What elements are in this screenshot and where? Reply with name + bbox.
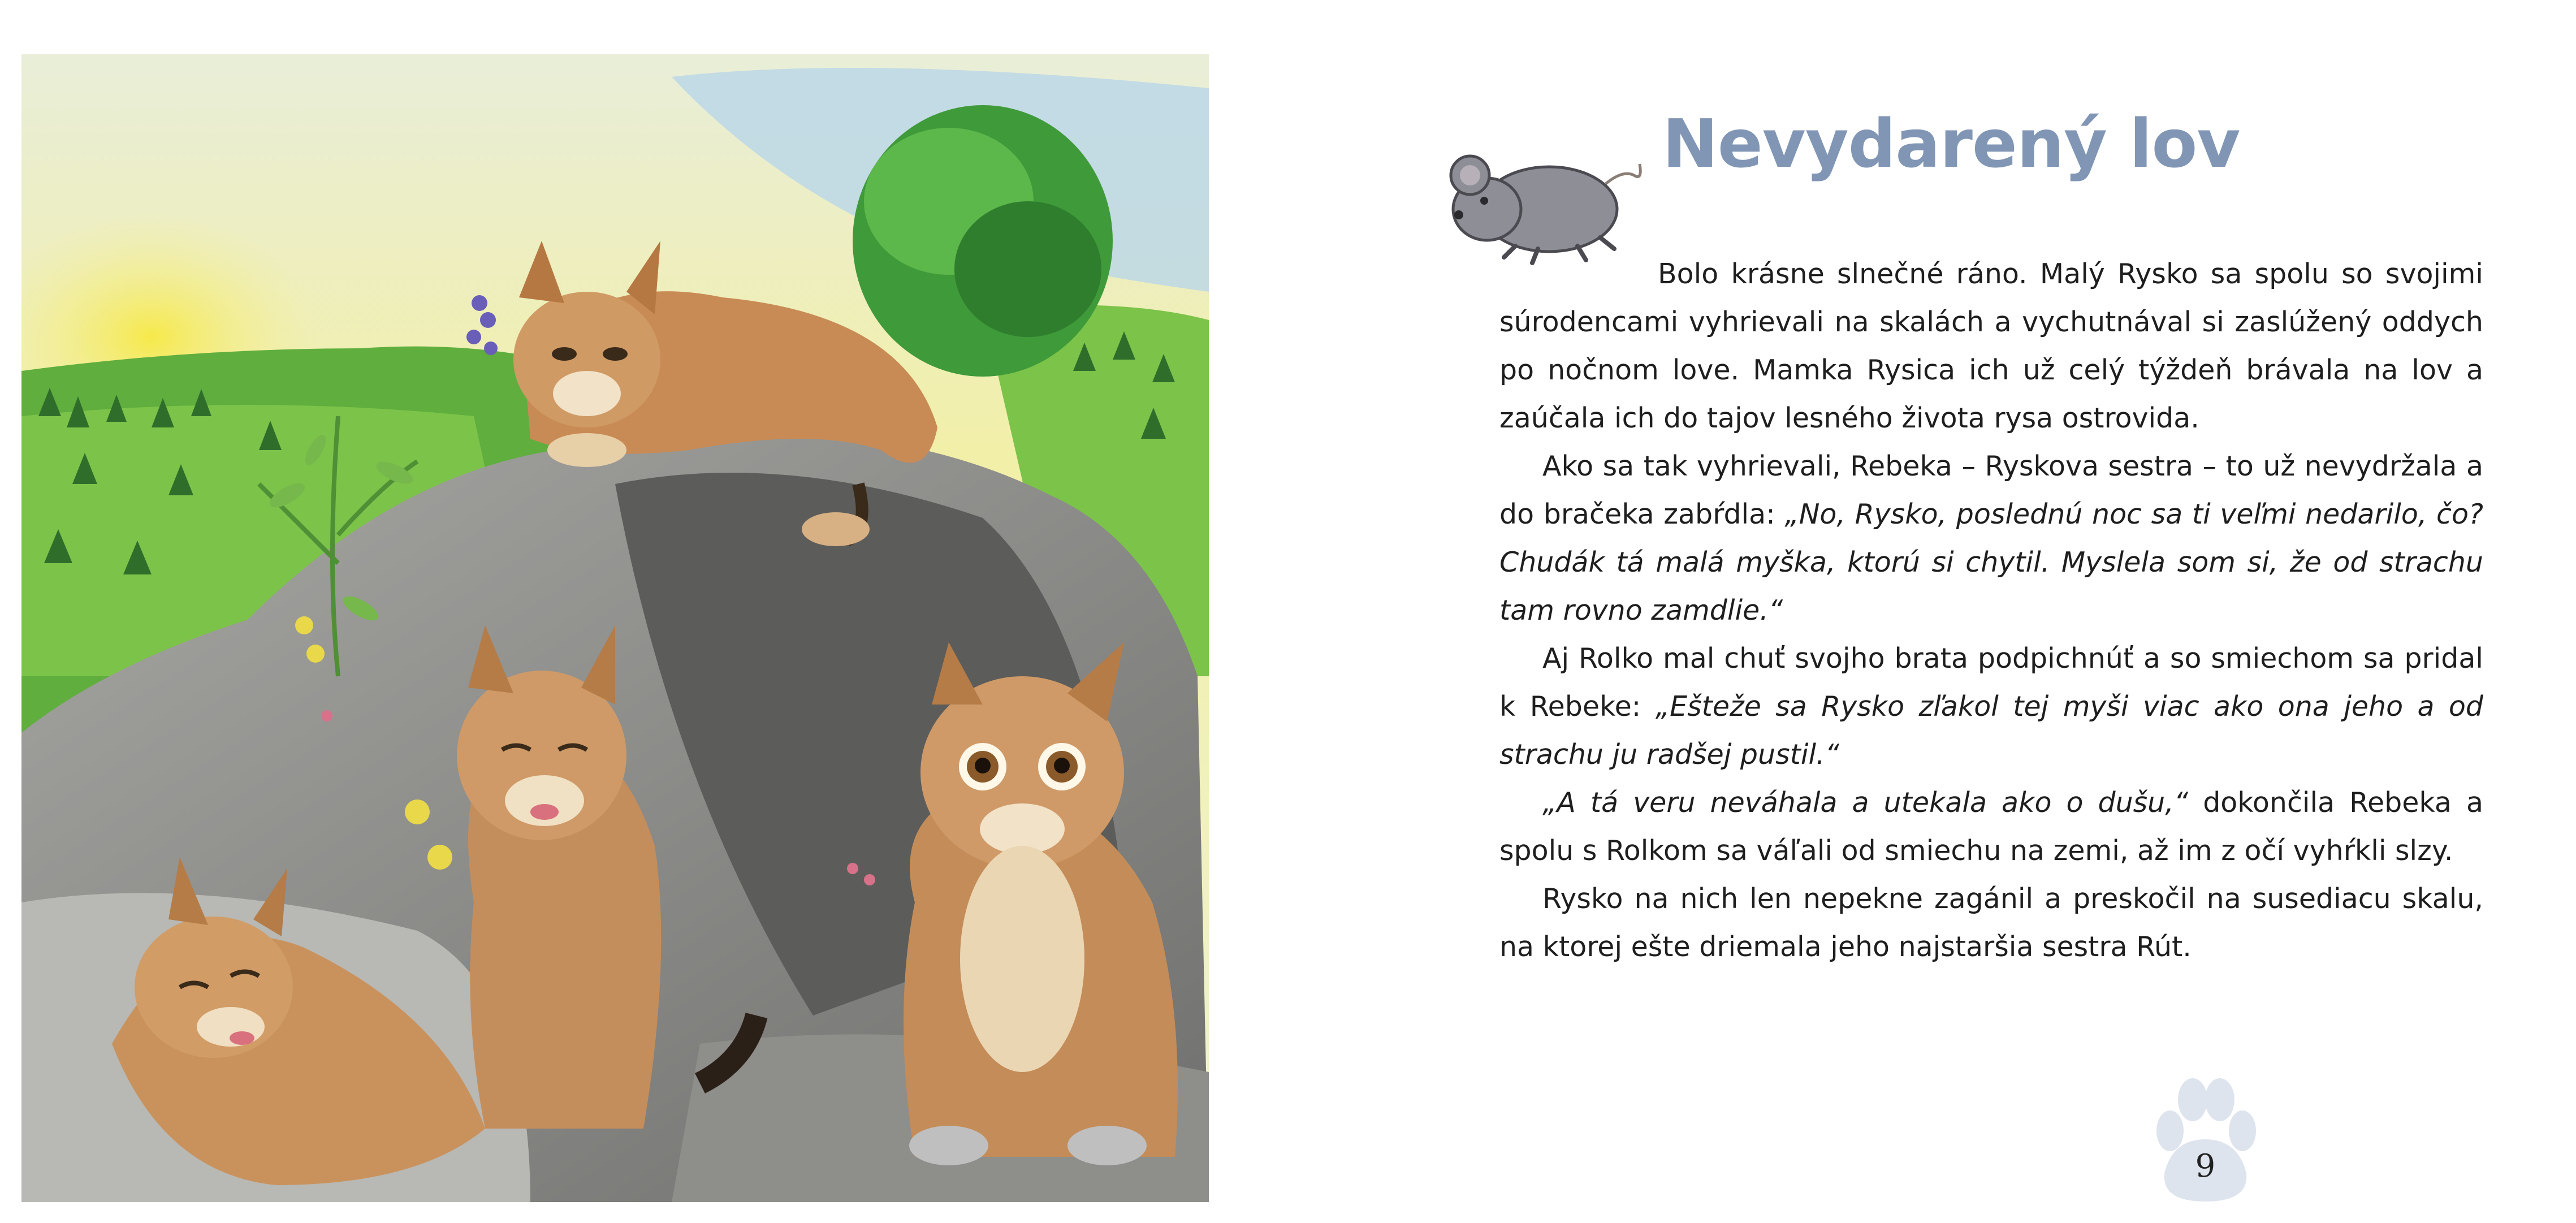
paw-print-icon: [2153, 1077, 2258, 1204]
paragraph-2-narration: Ako sa tak vyhrievali, Rebeka – Ryskova sestra – to už nevydržala a do bračeka zabŕdla:: [1499, 450, 2483, 530]
story-text: [1499, 250, 2483, 971]
paragraph-2-quote: „No, Rysko, poslednú noc sa ti veľmi nedarilo, čo? Chudák tá malá myška, ktorú si chytil. Myslela som si, že od strachu tam rovno zamdlie.“: [1499, 498, 2483, 626]
mouse-icon: [1436, 130, 1645, 266]
paragraph-4: [1499, 779, 2483, 875]
paragraph-4-narration: dokončila Rebeka a spolu s Rolkom sa váľali od smiechu na zemi, až im z očí vyhŕkli slzy.: [1499, 786, 2483, 867]
paragraph-3: [1499, 634, 2483, 779]
paragraph-3-quote: „Ešteže sa Rysko zľakol tej myši viac ako ona jeho a od strachu ju radšej pustil.“: [1499, 690, 2483, 771]
lynx-cubs-on-rocks-illustration: [21, 54, 1209, 1202]
lynx-cubs-illustration: [21, 54, 1209, 1202]
page-title: Nevydarený lov: [1662, 105, 2240, 183]
paragraph-3-narration: Aj Rolko mal chuť svojho brata podpichnúť a so smiechom sa pridal k Rebeke:: [1499, 642, 2483, 723]
paragraph-1: Bolo krásne slnečné ráno. Malý Rysko sa spolu so svojimi súrodencami vyhrievali na skalách a vychutnával si zaslúžený oddych po nočnom love. Mamka Rysica ich už celý týždeň brávala na lov a zaúčala ich do tajov lesného života rysa ostrovida.: [1499, 258, 2483, 434]
page-number: 9: [2195, 1148, 2216, 1185]
paragraph-4-quote: „A tá veru neváhala a utekala ako o dušu,“: [1542, 786, 2189, 819]
paragraph-5: Rysko na nich len nepekne zagánil a preskočil na susediacu skalu, na ktorej ešte driemala jeho najstaršia sestra Rút.: [1499, 883, 2483, 963]
paragraph-2: [1499, 442, 2483, 634]
